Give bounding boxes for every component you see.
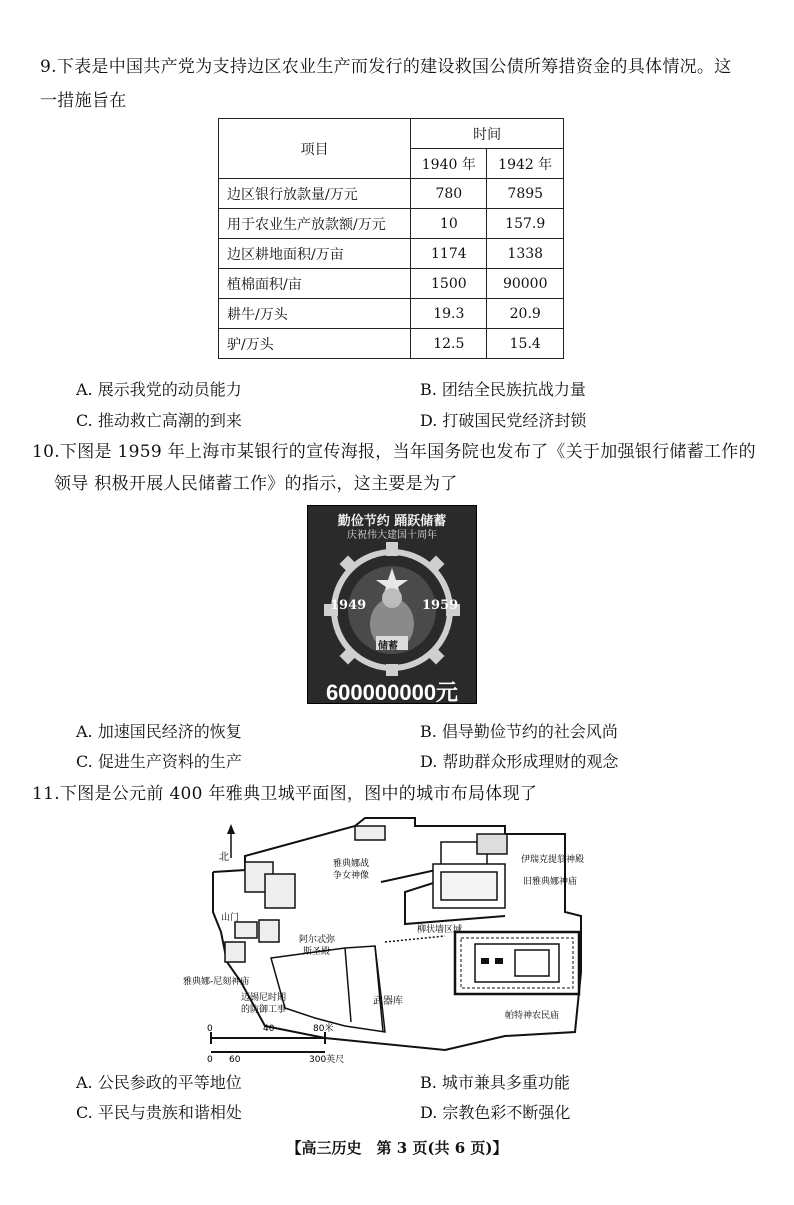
q9-stem-line2: 一措施旨在 [40, 91, 127, 111]
q11-option-a[interactable]: A. 公民参政的平等地位 [76, 1073, 242, 1092]
q11-stem-line1: 11.下图是公元前 400 年雅典卫城平面图，图中的城市布局体现了 [32, 784, 538, 804]
table-row [219, 299, 564, 329]
scale-ft-0: 0 [207, 1055, 213, 1065]
table-row [219, 179, 564, 209]
row-value-1940: 19.3 [411, 299, 487, 329]
q9-stem-line1: 9.下表是中国共产党为支持边区农业生产而发行的建设救国公债所筹措资金的具体情况。这 [40, 57, 732, 77]
row-value-1942: 90000 [487, 269, 564, 299]
armory-and-artemis [271, 936, 445, 1032]
map-label-mycenaean-2: 的防御工事 [241, 1005, 287, 1015]
q9-option-a[interactable]: A. 展示我党的动员能力 [76, 380, 242, 399]
map-label-artemis-1: 阿尔忒弥 [299, 935, 336, 945]
row-value-1940: 12.5 [411, 329, 487, 359]
map-label-mycenaean-1: 迈锡尼时期 [241, 993, 287, 1003]
table-row [219, 329, 564, 359]
row-label: 边区耕地面积/万亩 [219, 239, 411, 269]
map-label-erechtheion: 伊瑞克提翁神殿 [521, 855, 585, 865]
map-label-armory: 武器库 [373, 996, 403, 1007]
q10-option-c[interactable]: C. 促进生产资料的生产 [76, 752, 242, 771]
q10-stem-line1: 10.下图是 1959 年上海市某银行的宣传海报，当年国务院也发布了《关于加强银行储蓄工作的 [32, 442, 756, 462]
row-label: 边区银行放款量/万元 [219, 179, 411, 209]
map-label-wall-area: 柳状墙区域 [417, 925, 463, 935]
q9-option-c[interactable]: C. 推动救亡高潮的到来 [76, 411, 242, 430]
page-footer: 【高三历史 第 3 页(共 6 页)】 [286, 1139, 508, 1157]
q11-option-c[interactable]: C. 平民与贵族和谐相处 [76, 1103, 242, 1122]
table-header-year2: 1942 年 [487, 149, 564, 179]
row-value-1942: 20.9 [487, 299, 564, 329]
row-value-1940: 1174 [411, 239, 487, 269]
scale-ft-60: 60 [229, 1055, 241, 1065]
row-label: 用于农业生产放款额/万元 [219, 209, 411, 239]
table-header-year1: 1940 年 [411, 149, 487, 179]
map-label-artemis-2: 斯圣殿 [303, 947, 331, 957]
row-value-1942: 15.4 [487, 329, 564, 359]
scale-m-0: 0 [207, 1024, 213, 1034]
poster-title: 勤俭节约 踊跃储蓄 [337, 514, 447, 529]
q10-option-b[interactable]: B. 倡导勤俭节约的社会风尚 [420, 722, 618, 741]
map-label-gate: 山门 [221, 913, 240, 923]
poster-badge: 储蓄 [378, 641, 398, 652]
table-row [219, 269, 564, 299]
q10-option-d[interactable]: D. 帮助群众形成理财的观念 [420, 752, 619, 771]
poster-year-left: 1949 [330, 598, 367, 613]
map-label-old-temple: 旧雅典娜神庙 [523, 877, 578, 887]
row-label: 植棉面积/亩 [219, 269, 411, 299]
map-label-parthenon: 帕特神农民庙 [505, 1011, 560, 1021]
row-value-1940: 10 [411, 209, 487, 239]
row-value-1940: 780 [411, 179, 487, 209]
poster-subtitle: 庆祝伟大建国十周年 [347, 530, 437, 541]
parthenon-plan [455, 932, 579, 994]
row-value-1942: 1338 [487, 239, 564, 269]
row-value-1942: 7895 [487, 179, 564, 209]
map-label-athena-statue-2: 争女神像 [333, 871, 370, 881]
map-label-north: 北 [219, 852, 229, 863]
acropolis-plan-map [183, 812, 585, 1065]
map-label-nike: 雅典娜-尼刻神庙 [183, 977, 250, 987]
map-label-athena-statue-1: 雅典娜战 [333, 859, 370, 869]
q11-option-b[interactable]: B. 城市兼具多重功能 [420, 1073, 570, 1092]
row-label: 耕牛/万头 [219, 299, 411, 329]
scale-ft-300: 300英尺 [309, 1055, 345, 1065]
q9-option-b[interactable]: B. 团结全民族抗战力量 [420, 380, 586, 399]
row-label: 驴/万头 [219, 329, 411, 359]
scale-m-80: 80米 [313, 1024, 334, 1034]
q10-stem-line2: 领导 积极开展人民储蓄工作》的指示，这主要是为了 [54, 474, 458, 494]
scale-m-40: 40 [263, 1024, 275, 1034]
row-value-1942: 157.9 [487, 209, 564, 239]
poster-amount: 600000000元 [325, 680, 459, 705]
q9-option-d[interactable]: D. 打破国民党经济封锁 [420, 411, 587, 430]
table-header-item: 项目 [219, 119, 411, 179]
row-value-1940: 1500 [411, 269, 487, 299]
q11-option-d[interactable]: D. 宗教色彩不断强化 [420, 1103, 571, 1122]
table-row [219, 239, 564, 269]
poster-year-right: 1959 [422, 598, 459, 613]
q9-data-table [218, 118, 564, 359]
q10-option-a[interactable]: A. 加速国民经济的恢复 [76, 722, 242, 741]
table-header-time: 时间 [411, 119, 564, 149]
savings-poster-image [307, 505, 477, 704]
erechtheion-complex [433, 834, 507, 908]
table-row [219, 209, 564, 239]
